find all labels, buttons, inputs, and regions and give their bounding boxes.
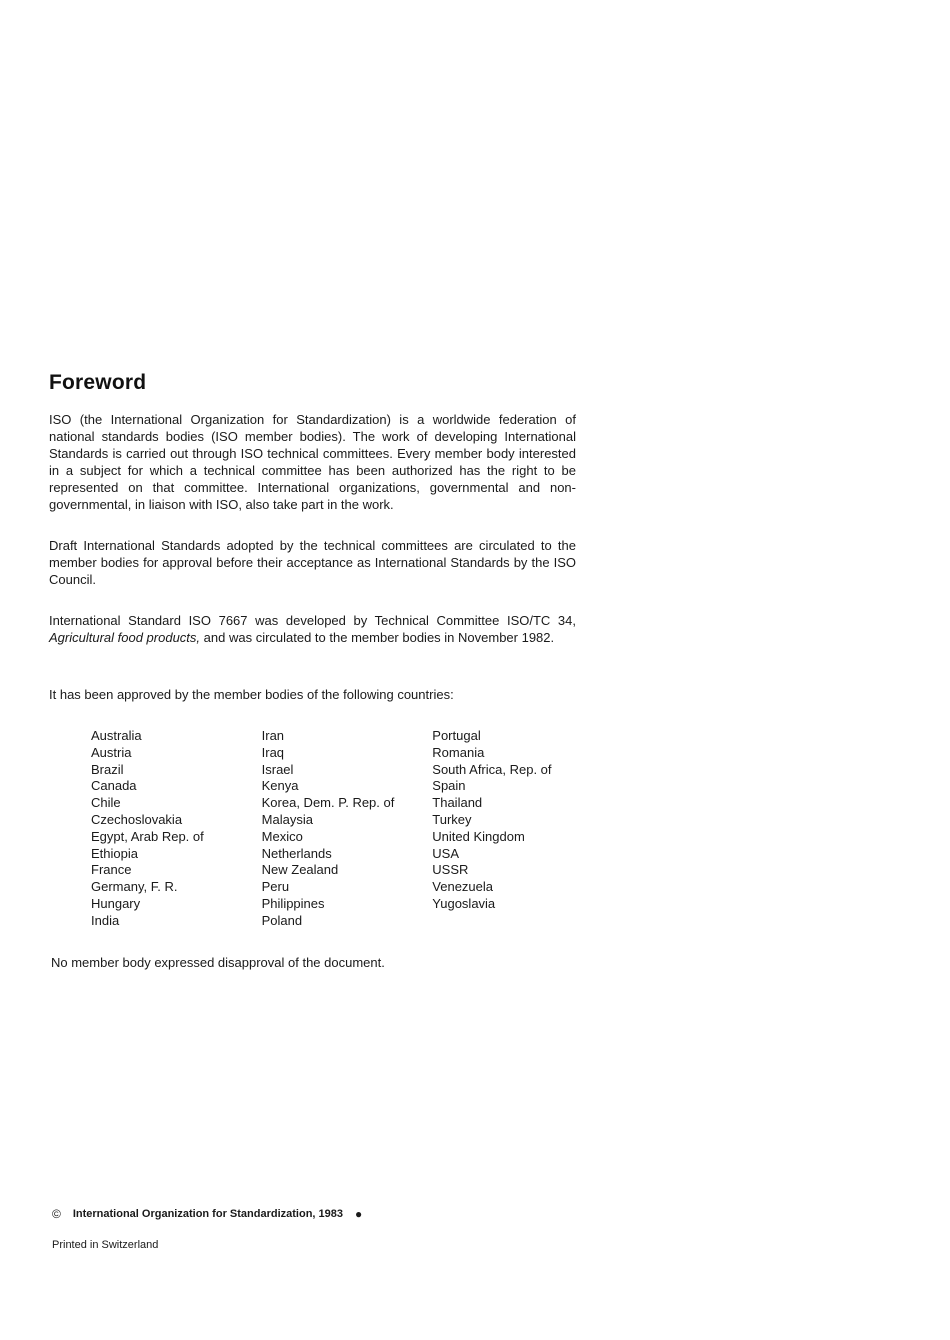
- country-item: Malaysia: [261, 811, 313, 827]
- country-item: Thailand: [432, 795, 483, 811]
- copyright-icon: ©: [52, 1207, 61, 1221]
- development-suffix: and was circulated to the member bodies in November 1982.: [203, 630, 555, 645]
- country-item: Netherlands: [261, 845, 332, 861]
- foreword-paragraph-development: [49, 612, 576, 646]
- country-item: Germany, F. R.: [91, 879, 178, 895]
- copyright-line: [52, 1207, 362, 1221]
- disapproval-note: No member body expressed disapproval of the document.: [51, 955, 385, 970]
- country-item: Chile: [91, 795, 121, 811]
- country-item: Hungary: [91, 895, 141, 911]
- country-item: Turkey: [432, 811, 472, 827]
- countries-column-3: [432, 728, 591, 930]
- copyright-text: International Organization for Standardization, 1983: [72, 1208, 343, 1220]
- country-item: Canada: [91, 778, 137, 794]
- bullet-icon: ●: [355, 1207, 363, 1221]
- country-item: Iraq: [261, 744, 285, 760]
- country-item: Czechoslovakia: [91, 811, 183, 827]
- foreword-heading: Foreword: [49, 371, 147, 394]
- country-item: South Africa, Rep. of: [432, 761, 552, 777]
- foreword-paragraph-iso: ISO (the International Organization for Standardization) is a worldwide federation of national standards bodies (ISO member bodies). The work of developing International Standards is carried out through ISO technical committees. Every member body interested in a subject for which a technical committee has been authorized has the right to be represented on that committee. International organizations, governmental and non-governmental, in liaison with ISO, also take part in the work.: [49, 412, 576, 512]
- country-item: USSR: [432, 862, 469, 878]
- country-item: Ethiopia: [91, 845, 138, 861]
- country-item: Yugoslavia: [432, 895, 496, 911]
- committee-title: Agricultural food products,: [49, 630, 201, 645]
- country-item: France: [91, 862, 132, 878]
- country-item: Iran: [261, 728, 285, 743]
- countries-column-2: [262, 728, 433, 930]
- country-item: Kenya: [261, 778, 299, 794]
- development-prefix: International Standard ISO 7667 was developed by Technical Committee ISO/TC 34,: [49, 613, 576, 628]
- country-item: Peru: [261, 879, 290, 895]
- country-item: Poland: [261, 912, 303, 928]
- country-item: New Zealand: [261, 862, 339, 878]
- country-item: Philippines: [261, 895, 325, 911]
- country-item: Korea, Dem. P. Rep. of: [261, 795, 395, 811]
- country-item: Mexico: [261, 828, 303, 844]
- country-item: Austria: [91, 744, 132, 760]
- country-item: Brazil: [91, 761, 124, 777]
- approval-intro: It has been approved by the member bodies of the following countries:: [49, 687, 454, 702]
- country-item: Venezuela: [432, 879, 494, 895]
- country-item: Egypt, Arab Rep. of: [91, 828, 204, 844]
- country-item: Spain: [432, 778, 466, 794]
- foreword-paragraph-draft: Draft International Standards adopted by the technical committees are circulated to the member bodies for approval before their acceptance as International Standards by the ISO Council.: [49, 538, 576, 587]
- countries-column-1: [91, 728, 262, 930]
- country-item: Romania: [432, 744, 485, 760]
- country-item: Australia: [91, 728, 142, 743]
- country-item: United Kingdom: [432, 828, 525, 844]
- country-item: Israel: [261, 761, 294, 777]
- country-item: Portugal: [432, 728, 481, 743]
- countries-list: [91, 728, 591, 930]
- country-item: USA: [432, 845, 460, 861]
- country-item: India: [91, 912, 120, 928]
- printed-in: Printed in Switzerland: [52, 1239, 159, 1251]
